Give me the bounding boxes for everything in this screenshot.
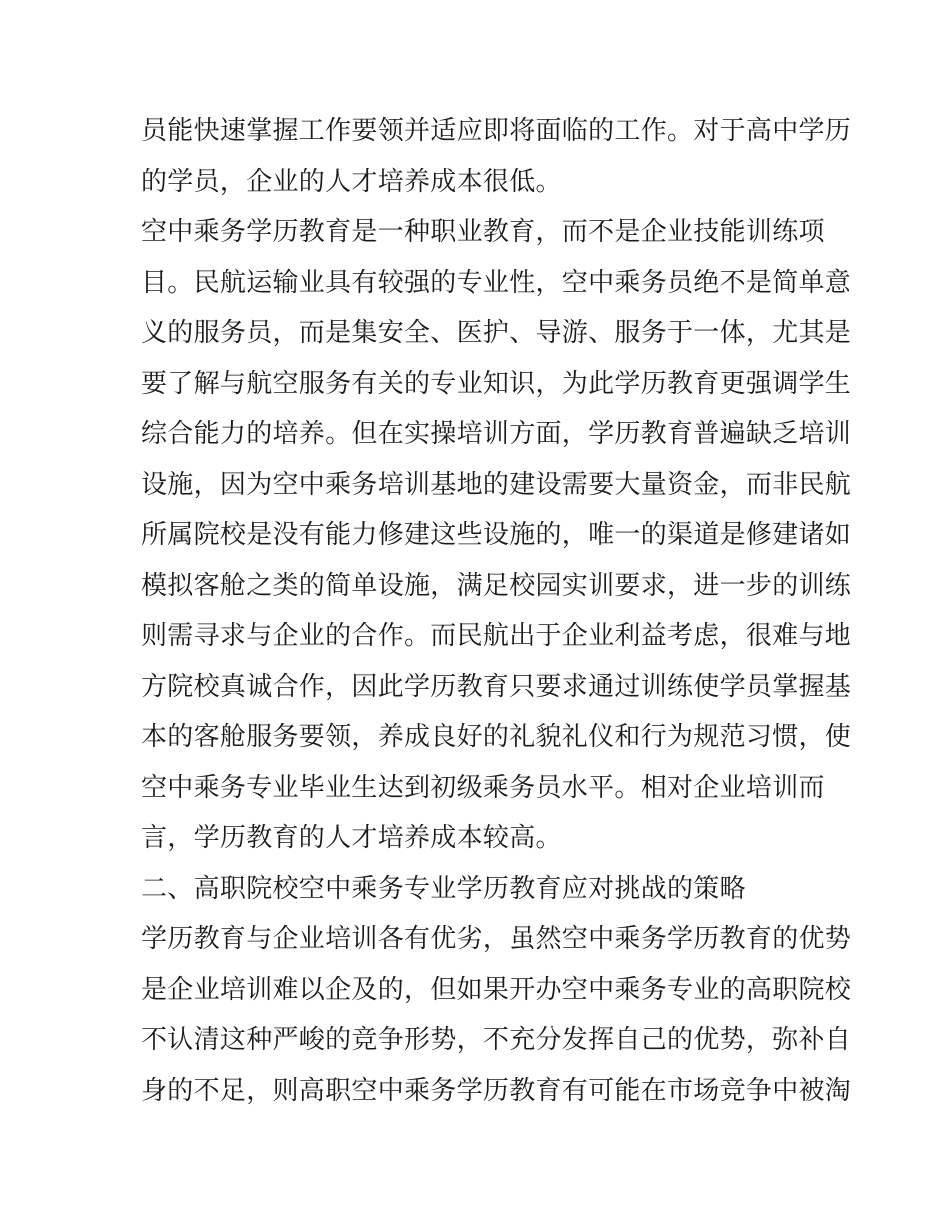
text-line-10: 模拟客舱之类的简单设施，满足校园实训要求，进一步的训练	[141, 570, 852, 601]
text-line-17: 学历教育与企业培训各有优劣，虽然空中乘务学历教育的优势	[141, 924, 852, 954]
text-line-2: 的学员，企业的人才培养成本很低。	[141, 166, 562, 197]
text-line-8: 设施，因为空中乘务培训基地的建设需要大量资金，而非民航	[141, 469, 852, 500]
text-line-20: 身的不足，则高职空中乘务学历教育有可能在市场竞争中被淘	[141, 1075, 852, 1106]
text-line-13: 本的客舱服务要领，养成良好的礼貌礼仪和行为规范习惯，使	[141, 722, 852, 752]
text-line-3: 空中乘务学历教育是一种职业教育，而不是企业技能训练项	[141, 217, 825, 247]
text-line-18: 是企业培训难以企及的，但如果开办空中乘务专业的高职院校	[141, 974, 852, 1005]
section-heading: 二、高职院校空中乘务专业学历教育应对挑战的策略	[141, 873, 746, 904]
text-line-19: 不认清这种严峻的竞争形势，不充分发挥自己的优势，弥补自	[141, 1025, 852, 1055]
text-line-9: 所属院校是没有能力修建这些设施的，唯一的渠道是修建诸如	[141, 520, 852, 550]
body-text	[141, 106, 852, 1116]
text-line-11: 则需寻求与企业的合作。而民航出于企业利益考虑，很难与地	[141, 621, 852, 651]
text-line-6: 要了解与航空服务有关的专业知识，为此学历教育更强调学生	[141, 368, 852, 399]
text-line-5: 义的服务员，而是集安全、医护、导游、服务于一体，尤其是	[141, 318, 852, 348]
text-line-7: 综合能力的培养。但在实操培训方面，学历教育普遍缺乏培训	[141, 419, 852, 449]
text-line-1: 员能快速掌握工作要领并适应即将面临的工作。对于高中学历	[141, 116, 852, 146]
text-line-15: 言，学历教育的人才培养成本较高。	[141, 823, 562, 853]
text-line-12: 方院校真诚合作，因此学历教育只要求通过训练使学员掌握基	[141, 671, 852, 702]
text-line-14: 空中乘务专业毕业生达到初级乘务员水平。相对企业培训而	[141, 772, 825, 803]
text-line-4: 目。民航运输业具有较强的专业性，空中乘务员绝不是简单意	[141, 267, 852, 298]
